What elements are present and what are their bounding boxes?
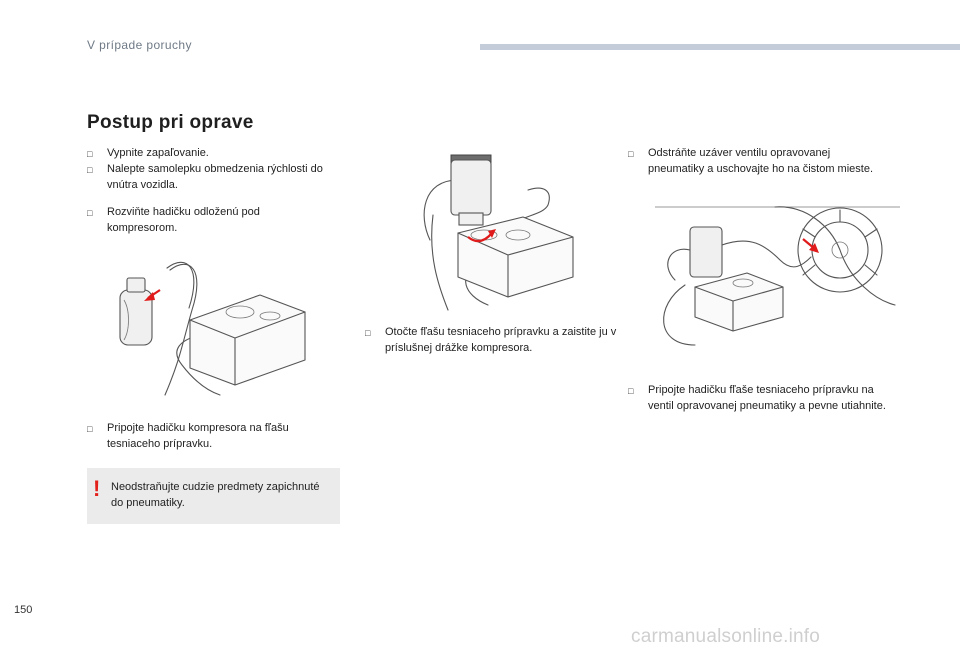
compressor-bottle-illustration [110,250,320,400]
checkbox-bullet-icon: □ [87,208,93,218]
warning-exclamation-icon: ! [93,476,101,501]
checkbox-bullet-icon: □ [365,328,371,338]
step-item [628,145,878,177]
checkbox-bullet-icon: □ [87,424,93,434]
step-item [365,324,623,356]
warning-box [87,468,340,524]
step-text: Vypnite zapaľovanie. [107,147,209,159]
step-item [87,204,307,236]
step-text: Nalepte samolepku obmedzenia rýchlosti do vnútra vozidla. [107,163,323,191]
warning-text: Neodstraňujte cudzie predmety zapichnuté do pneumatiky. [111,481,320,509]
step-text: Rozviňte hadičku odloženú pod kompresorom. [107,206,260,234]
step-text: Odstráňte uzáver ventilu opravovanej pneumatiky a uschovajte ho na čistom mieste. [648,147,874,175]
header-accent-bar [480,44,960,50]
step-text: Pripojte hadičku kompresora na fľašu tesniaceho prípravku. [107,422,289,450]
step-text: Pripojte hadičku fľaše tesniaceho prípravku na ventil opravovanej pneumatiky a pevne utiahnite. [648,384,886,412]
checkbox-bullet-icon: □ [628,149,634,159]
step-item [87,145,342,162]
bottle-lock-illustration [418,145,598,315]
chapter-title: V prípade poruchy [87,38,192,52]
checkbox-bullet-icon: □ [87,149,93,159]
watermark: carmanualsonline.info [631,626,821,647]
page-number: 150 [14,604,33,616]
step-item [628,382,888,414]
tyre-valve-illustration [655,205,900,355]
checkbox-bullet-icon: □ [87,165,93,175]
section-title: Postup pri oprave [87,112,254,133]
step-text: Otočte fľašu tesniaceho prípravku a zaistite ju v príslušnej drážke kompresora. [385,326,617,354]
checkbox-bullet-icon: □ [628,386,634,396]
step-item [87,161,342,193]
step-item [87,420,327,452]
